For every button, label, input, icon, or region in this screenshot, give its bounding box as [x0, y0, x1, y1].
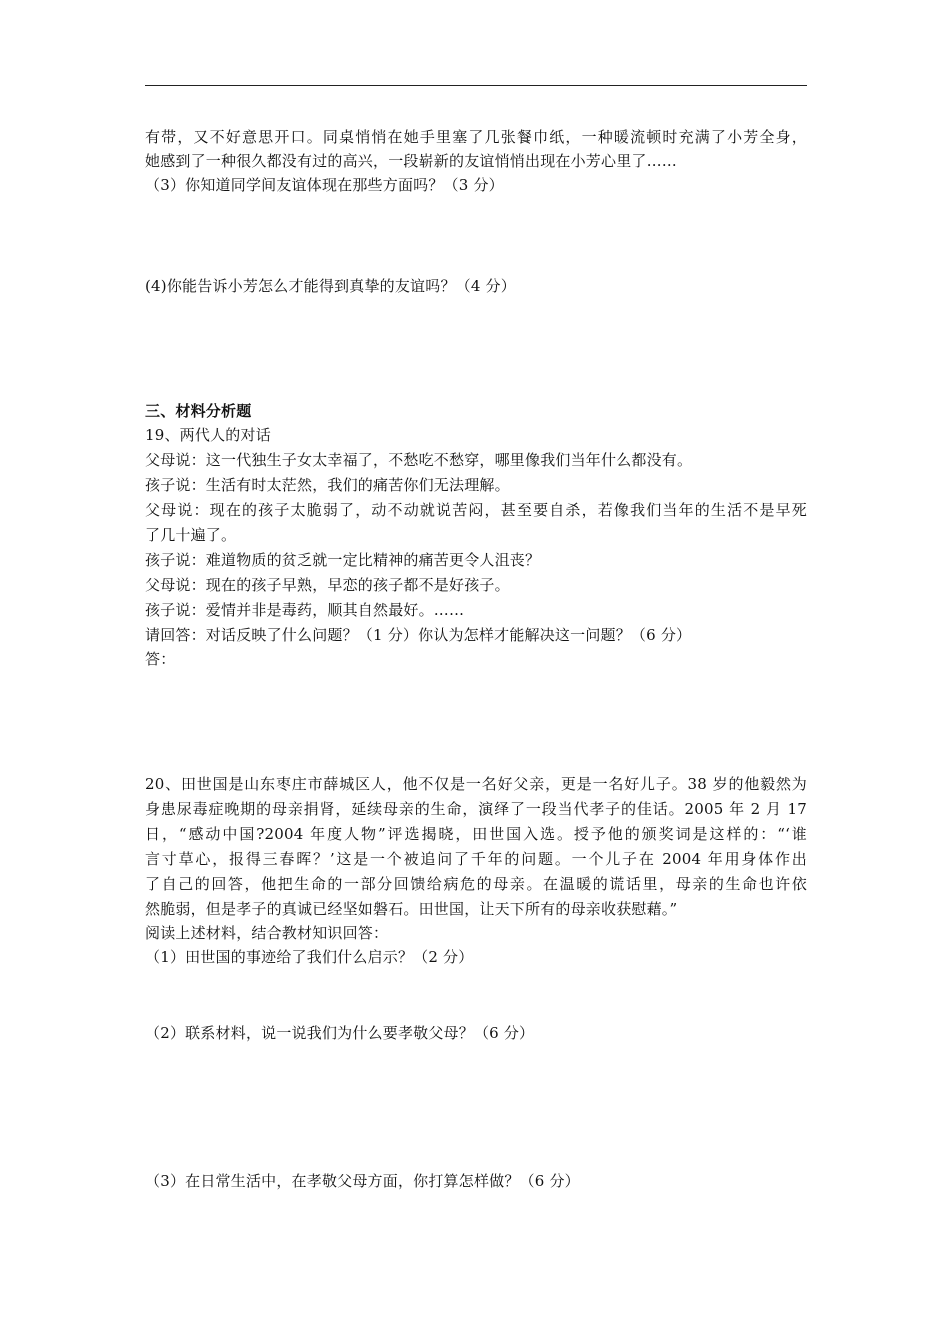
dialogue-line: 孩子说：爱情并非是毒药，顺其自然最好。……: [145, 601, 465, 619]
dialogue-line: 父母说：现在的孩子早熟，早恋的孩子都不是好孩子。: [145, 576, 510, 594]
question-20-1: （1）田世国的事迹给了我们什么启示？（2 分）: [145, 948, 474, 966]
question-3: （3）你知道同学间友谊体现在那些方面吗？（3 分）: [145, 176, 504, 194]
section-heading: 三、材料分析题: [145, 402, 252, 420]
dialogue-line: 孩子说：生活有时太茫然，我们的痛苦你们无法理解。: [145, 476, 510, 494]
dialogue-line: 父母说：这一代独生子女太幸福了，不愁吃不愁穿，哪里像我们当年什么都没有。: [145, 451, 693, 469]
passage-line: 有带，又不好意思开口。同桌悄悄在她手里塞了几张餐巾纸，一种暖流顿时充满了小芳全身，: [145, 128, 807, 146]
passage-line: 身患尿毒症晚期的母亲捐肾，延续母亲的生命，演绎了一段当代孝子的佳话。2005 年 2 月 17: [145, 800, 807, 818]
question-19-prompt: 请回答：对话反映了什么问题？（1 分）你认为怎样才能解决这一问题？（6 分）: [145, 626, 692, 644]
passage-line: 她感到了一种很久都没有过的高兴，一段崭新的友谊悄悄出现在小芳心里了……: [145, 152, 678, 170]
passage-line: 了自己的回答，他把生命的一部分回馈给病危的母亲。在温暖的谎话里，母亲的生命也许依: [145, 875, 807, 893]
dialogue-line: 父母说：现在的孩子太脆弱了，动不动就说苦闷，甚至要自杀，若像我们当年的生活不是早死: [145, 501, 807, 519]
question-20-2: （2）联系材料，说一说我们为什么要孝敬父母？（6 分）: [145, 1024, 535, 1042]
dialogue-line: 了几十遍了。: [145, 526, 237, 544]
question-20-3: （3）在日常生活中，在孝敬父母方面，你打算怎样做？（6 分）: [145, 1172, 580, 1190]
header-rule: [145, 85, 807, 86]
passage-line: 20、田世国是山东枣庄市薛城区人，他不仅是一名好父亲，更是一名好儿子。38 岁的他毅然为: [145, 775, 807, 793]
passage-line: 日，“感动中国?2004 年度人物”评选揭晓，田世国入选。授予他的颁奖词是这样的：“‘谁: [145, 825, 807, 843]
answer-label: 答：: [145, 650, 176, 668]
passage-line: 然脆弱，但是孝子的真诚已经坚如磐石。田世国，让天下所有的母亲收获慰藉。”: [145, 900, 678, 918]
question-20-instruction: 阅读上述材料，结合教材知识回答：: [145, 924, 389, 942]
question-4: (4)你能告诉小芳怎么才能得到真挚的友谊吗？（4 分）: [145, 277, 516, 295]
question-19-title: 19、两代人的对话: [145, 426, 271, 444]
dialogue-line: 孩子说：难道物质的贫乏就一定比精神的痛苦更令人沮丧？: [145, 551, 541, 569]
passage-line: 言寸草心，报得三春晖？’这是一个被追问了千年的问题。一个儿子在 2004 年用身体作出: [145, 850, 807, 868]
